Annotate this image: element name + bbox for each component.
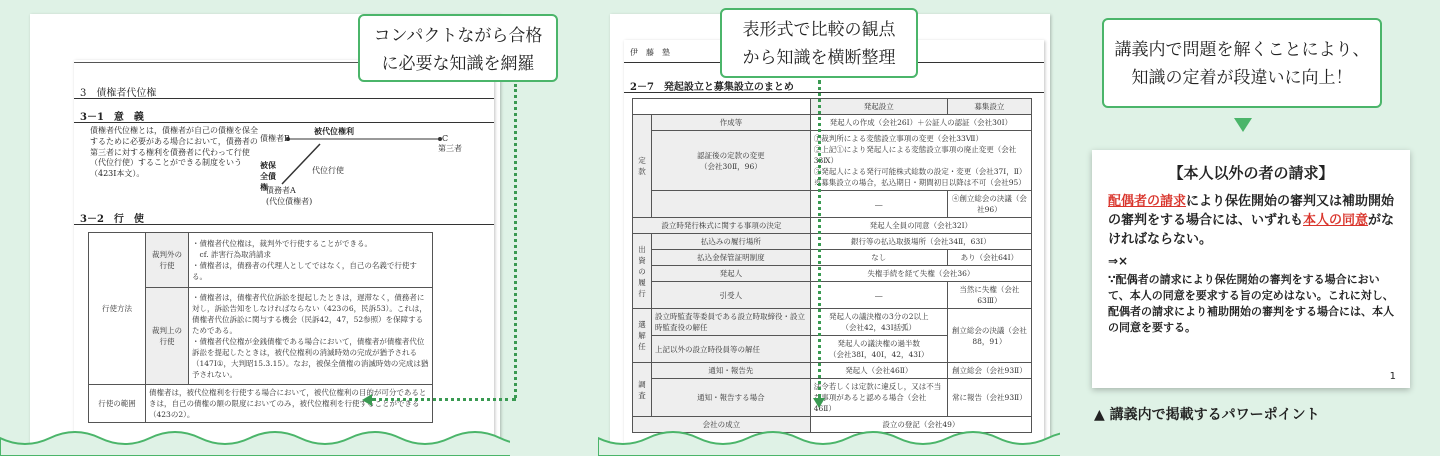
slide-explanation: ∵配偶者の請求により保佐開始の審判をする場合において、本人の同意を要求する旨の定めはない。これに対し、配偶者の請求により補助開始の審判をする場合には、本人の同意を要する。 [1108, 273, 1394, 334]
right-down-arrow [1234, 118, 1252, 132]
row-value: 発起人の議決権の3分の2以上 （会社42，43Ⅰ括弧） [810, 309, 947, 336]
col-head: 募集設立 [947, 99, 1031, 115]
row-value: ― [810, 282, 947, 309]
row-value: 発起人の作成（会社26Ⅰ）＋公証人の認証（会社30Ⅰ） [810, 115, 1031, 131]
diagram-right-label: 被代位権利 [314, 126, 354, 136]
left-front-page [74, 60, 494, 456]
left-panel [0, 0, 543, 456]
slide-title: 【本人以外の者の請求】 [1168, 164, 1334, 182]
slide-q-mid: により保佐開始の審判又は補助開始の審判をする場合には、いずれも [1108, 194, 1395, 228]
row-text: ・債権者代位権は，裁判外で行使することができる。 cf. 詐害行為取消請求 ・債権者は，債務者の代理人としてではなく，自己の名義で行使する。 [189, 233, 433, 288]
diagram-third: 第三者 [438, 144, 462, 153]
row-value: 銀行等の払込取扱場所（会社34Ⅱ，63Ⅰ） [810, 234, 1031, 250]
left-callout-line2: に必要な知識を網羅 [381, 54, 535, 74]
row-value: ④創立総会の決議（会社96） [947, 191, 1031, 218]
row-value: 設立の登記（会社49） [810, 417, 1031, 433]
left-sub-heading-1: 3－1 意 義 [80, 112, 144, 123]
left-connector-vertical [514, 84, 517, 398]
middle-compare-table: 発起設立 募集設立 定 款 作成等 発起人の作成（会社26Ⅰ）＋公証人の認証（会社30Ⅰ） 認証後の定款の変更 （会社30Ⅱ，96） ①裁判所による変態設立事項の変更（会社33Ⅶ） ②上記①により発起人による変態設立事項の廃止変更（会社33Ⅸ） ③発起人による発行可能株式総数の設定・変更（会社37Ⅰ，Ⅱ） ※募集設立の場合，払込期日・期間初日以降は不可（会社95） ― ④創立総会の決議（会社96） 設立時発行株式に関する事項の決定 発起人全員の同意（会社32Ⅰ） 出 資 の 履 行 払込みの履行場所 銀行等の払込取扱場所（会社34Ⅱ，63Ⅰ） 払込金保管証明制度 なし あり（会社64Ⅰ） 発起人 失権手続を経て失権（会社36） 引受人 ― 当然に失権（会社63Ⅲ） 選 解 任 設立時監査等委員である設立時取締役・設立時監査役の解任 発起人の議決権の3分の2以上 （会社42，43Ⅰ括弧） 創立総会の決議（会社88，91） 上記以外の設立時役員等の解任 発起人の議決権の過半数 （会社38Ⅰ，40Ⅰ，42，43Ⅰ） 調 査 通知・報告先 発起人（会社46Ⅱ） 創立総会（会社93Ⅱ） 通知・報告する場合 法令若しくは定款に違反し，又は不当な事項があると認める場合（会社46Ⅱ） 常に報告（会社93Ⅱ） 会社の成立 設立の登記（会社49） [632, 98, 1032, 433]
middle-callout-line1: 表形式で比較の観点 [742, 20, 896, 40]
row-head: 行使方法 [89, 233, 146, 385]
right-panel [1086, 0, 1426, 456]
row-label: 認証後の定款の変更 （会社30Ⅱ，96） [652, 131, 811, 191]
row-value: 当然に失権（会社63Ⅲ） [947, 282, 1031, 309]
right-callout-line2: 知識の定着が段違いに向上！ [1131, 68, 1353, 88]
diagram-debtor: 債務者A (代位債権者) [266, 186, 313, 206]
row-value: 発起人の議決権の過半数 （会社38Ⅰ，40Ⅰ，42，43Ⅰ） [810, 336, 947, 363]
row-label: 通知・報告する場合 [652, 379, 811, 417]
row-value: 発起人全員の同意（会社32Ⅰ） [810, 218, 1031, 234]
row-value: 法令若しくは定款に違反し，又は不当な事項があると認める場合（会社46Ⅱ） [810, 379, 947, 417]
row-value: 常に報告（会社93Ⅱ） [947, 379, 1031, 417]
middle-wave-edge [598, 430, 1060, 456]
slide-page-number: 1 [1389, 371, 1396, 382]
left-exercise-table [88, 232, 433, 423]
left-intro-text: 債権者代位権とは，債権者が自己の債権を保全するために必要がある場合において，債務者の第三者に対する権利を債務者に代わって行使（代位行使）することができる制度をいう（423Ⅰ本文）。 [90, 126, 258, 179]
row-label: 作成等 [652, 115, 811, 131]
right-caption: ▲ 講義内で掲載するパワーポイント [1094, 407, 1320, 423]
row-value: なし [810, 250, 947, 266]
slide-card [1092, 150, 1410, 388]
row-label: 上記以外の設立時役員等の解任 [652, 336, 811, 363]
row-label: 払込金保管証明制度 [652, 250, 811, 266]
right-callout-line1: 講義内で問題を解くことにより、 [1114, 40, 1370, 60]
diagram-claim-label: 被保全債権 [260, 160, 276, 192]
row-sub: 裁判上の行使 [146, 288, 189, 385]
row-label: 引受人 [652, 282, 811, 309]
row-head: 行使の範囲 [89, 385, 146, 423]
row-label: 払込みの履行場所 [652, 234, 811, 250]
middle-callout [720, 8, 918, 78]
col-head: 発起設立 [810, 99, 947, 115]
row-value: 創立総会の決議（会社88，91） [947, 309, 1031, 363]
row-value: あり（会社64Ⅰ） [947, 250, 1031, 266]
middle-callout-line2: から知識を横断整理 [742, 48, 896, 68]
diagram-third-mark: C [442, 134, 449, 143]
slide-q-end: がなければならない。 [1108, 213, 1395, 247]
row-value: ①裁判所による変態設立事項の変更（会社33Ⅶ） ②上記①により発起人による変態設立事項の廃止変更（会社33Ⅸ） ③発起人による発行可能株式総数の設定・変更（会社37Ⅰ，Ⅱ） ※募集設立の場合，払込期日・期間初日以降は不可（会社95） [810, 131, 1031, 191]
diagram-action-label: 代位行使 [312, 166, 344, 175]
left-wave-edge [0, 430, 510, 456]
row-value: 発起人（会社46Ⅱ） [810, 363, 947, 379]
row-text: 債権者は，被代位権利を行使する場合において，被代位権利の目的が可分であるときは，自己の債権の額の限度においてのみ，被代位権利を行使することができる（423の2）。 [146, 385, 433, 423]
left-section-title: 3 債権者代位権 [80, 88, 157, 99]
middle-connector-vertical [818, 80, 821, 398]
row-label: 設立時発行株式に関する事項の決定 [633, 218, 811, 234]
left-connector-arrowhead [362, 394, 372, 406]
left-callout-line1: コンパクトながら合格 [373, 26, 543, 46]
row-value: 創立総会（会社93Ⅱ） [947, 363, 1031, 379]
row-label: 発起人 [652, 266, 811, 282]
left-sub-heading-2: 3－2 行 使 [80, 214, 144, 225]
row-label: 通知・報告先 [652, 363, 811, 379]
left-callout [358, 14, 558, 82]
slide-answer: ⇒× [1108, 254, 1129, 268]
diagram-creditor: 債権者B [260, 134, 290, 143]
middle-panel [598, 0, 1060, 456]
slide-hl-consent: 本人の同意 [1303, 213, 1369, 228]
middle-header: 伊 藤 塾 [630, 48, 670, 57]
row-text: ・債権者は，債権者代位訴訟を提起したときは，遅滞なく，債務者に対し，訴訟告知をしなければならない（423の6，民訴53）。これは，債権者代位訴訟に関与する機会（民訴42，47，52参照）を保障するためである。 ・債権者代位権が金銭債権である場合において，債権者が債権者代位訴訟を提起したときは，被代位権利の消滅時効の完成が猶予される（147Ⅰ①，大判昭15.3.15）。なお，被保全債権の消滅時効の完成は猶予されない。 [189, 288, 433, 385]
middle-front-page [624, 40, 1044, 456]
middle-section-title: 2－7 発起設立と募集設立のまとめ [630, 82, 794, 93]
row-value: 失権手続を経て失権（会社36） [810, 266, 1031, 282]
row-label: 設立時監査等委員である設立時取締役・設立時監査役の解任 [652, 309, 811, 336]
row-label: 会社の成立 [633, 417, 811, 433]
slide-question [1108, 192, 1398, 249]
slide-hl-spouse: 配偶者の請求 [1108, 194, 1187, 209]
middle-connector-arrowhead [813, 398, 825, 408]
row-sub: 裁判外の行使 [146, 233, 189, 288]
left-connector-horizontal [372, 398, 516, 401]
right-callout [1102, 18, 1382, 108]
